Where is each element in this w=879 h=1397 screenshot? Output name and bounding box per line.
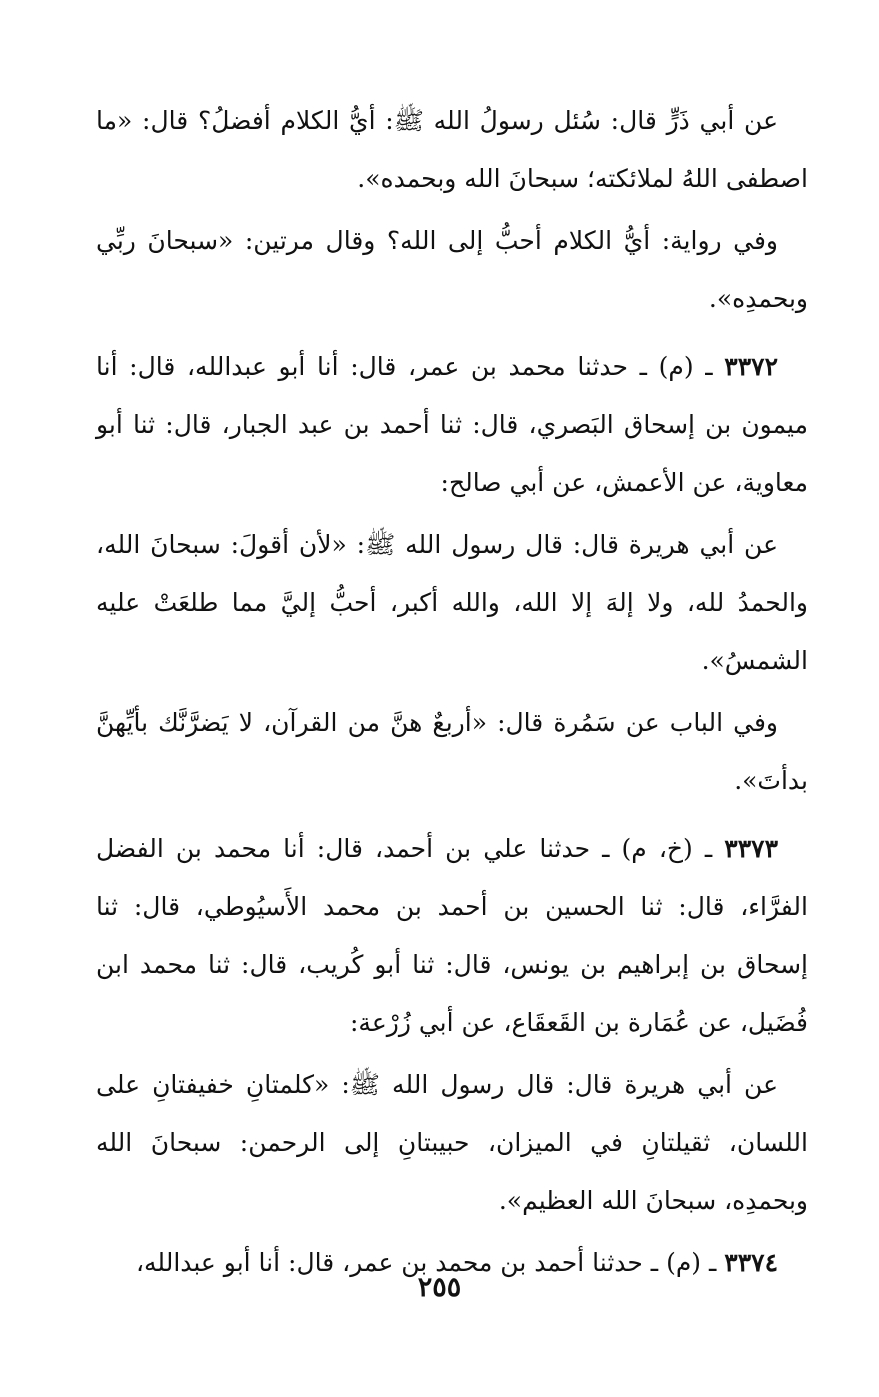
paragraph-1-text: عن أبي ذَرٍّ قال: سُئل رسولُ الله ﷺ: أيُّ الكلام أفضلُ؟ قال: «ما اصطفى اللهُ لملائكته؛ سبحانَ الله وبحمده». (96, 106, 808, 193)
paragraph-7-text: عن أبي هريرة قال: قال رسول الله ﷺ: «كلمتانِ خفيفتانِ على اللسان، ثقيلتانِ في الميزان، حبيبتانِ إلى الرحمن: سبحانَ الله وبحمدِه، سبحانَ الله العظيم». (96, 1070, 808, 1215)
hadith-number: ٣٣٧٤ (724, 1248, 778, 1277)
paragraph-5-text: وفي الباب عن سَمُرة قال: «أربعٌ هنَّ من القرآن، لا يَضرَّنَّك بأيِّهنَّ بدأتَ». (96, 708, 808, 795)
page-number: ٢٥٥ (417, 1272, 462, 1303)
paragraph-5 (96, 694, 808, 810)
hadith-number: ٣٣٧٣ (724, 834, 778, 863)
hadith-number: ٣٣٧٢ (724, 352, 778, 381)
hadith-isnad: ـ (م) ـ حدثنا أحمد بن محمد بن عمر، قال: أنا أبو عبدالله، (135, 1248, 725, 1277)
paragraph-7 (96, 1056, 808, 1230)
hadith-3373 (96, 820, 808, 1052)
main-text (96, 92, 808, 1292)
paragraph-4 (96, 516, 808, 690)
paragraph-2-text: وفي رواية: أيُّ الكلام أحبُّ إلى الله؟ وقال مرتين: «سبحانَ ربِّي وبحمدِه». (96, 226, 808, 313)
hadith-isnad: ـ (م) ـ حدثنا محمد بن عمر، قال: أنا أبو عبدالله، قال: أنا ميمون بن إسحاق البَصري، قال: ثنا أحمد بن عبد الجبار، قال: ثنا أبو معاوية، عن الأعمش، عن أبي صالح: (96, 352, 808, 497)
paragraph-1 (96, 92, 808, 208)
paragraph-4-text: عن أبي هريرة قال: قال رسول الله ﷺ: «لأن أقولَ: سبحانَ الله، والحمدُ لله، ولا إلهَ إلا الله، والله أكبر، أحبُّ إليَّ مما طلعَتْ عليه الشمسُ». (96, 530, 808, 675)
hadith-isnad: ـ (خ، م) ـ حدثنا علي بن أحمد، قال: أنا محمد بن الفضل الفرَّاء، قال: ثنا الحسين بن أحمد بن محمد الأَسيُوطي، قال: ثنا إسحاق بن إبراهيم بن يونس، قال: ثنا أبو كُريب، قال: ثنا محمد ابن فُضَيل، عن عُمَارة بن القَعقَاع، عن أبي زُرْعة: (96, 834, 808, 1037)
hadith-3372 (96, 338, 808, 512)
paragraph-2 (96, 212, 808, 328)
